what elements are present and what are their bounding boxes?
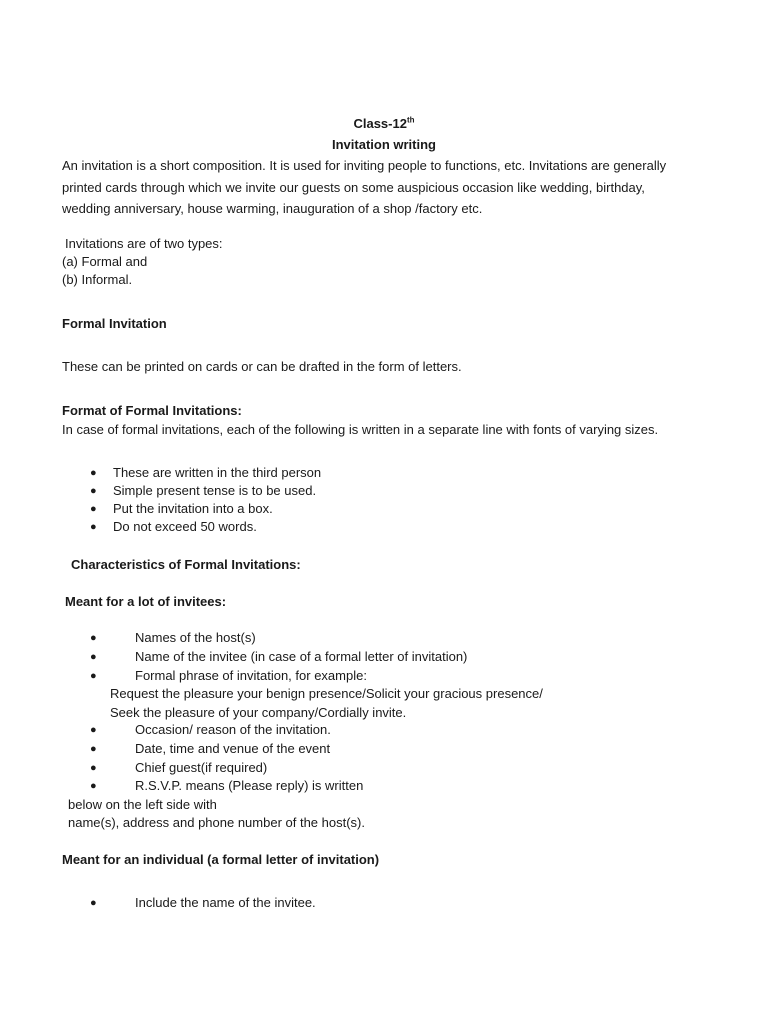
many-bullet-5: Date, time and venue of the event (135, 741, 331, 756)
bullet-icon: ● (90, 632, 97, 644)
intro-line-1: An invitation is a short composition. It is used for inviting people to functions, etc. Invitations are generally (62, 158, 667, 173)
bullet-icon: ● (90, 521, 97, 533)
bullet-icon: ● (90, 467, 97, 479)
format-bullet-1: These are written in the third person (113, 465, 322, 480)
bullet-icon: ● (90, 670, 97, 682)
bullet-icon: ● (90, 485, 97, 497)
bullet-icon: ● (90, 503, 97, 515)
page-title: Invitation writing (332, 137, 436, 152)
rsvp-cont-1: below on the left side with (68, 797, 217, 812)
intro-line-3: wedding anniversary, house warming, inauguration of a shop /factory etc. (62, 201, 483, 216)
many-bullet-1: Names of the host(s) (135, 630, 256, 645)
format-bullet-2: Simple present tense is to be used. (113, 483, 317, 498)
many-bullet-4: Occasion/ reason of the invitation. (135, 722, 331, 737)
individual-heading: Meant for an individual (a formal letter of invitation) (62, 852, 380, 867)
bullet-icon: ● (90, 724, 97, 736)
format-desc: In case of formal invitations, each of the following is written in a separate line with fonts of varying sizes. (62, 422, 659, 437)
class-label: Class-12th (353, 115, 415, 131)
format-heading: Format of Formal Invitations: (62, 403, 242, 418)
many-heading: Meant for a lot of invitees: (65, 594, 227, 609)
types-heading: Invitations are of two types: (65, 236, 223, 251)
rsvp-cont-2: name(s), address and phone number of the host(s). (68, 815, 365, 830)
intro-line-2: printed cards through which we invite our guests on some auspicious occasion like wedding, birthday, (62, 180, 645, 195)
many-bullet-7: R.S.V.P. means (Please reply) is written (135, 778, 364, 793)
type-b: (b) Informal. (62, 272, 133, 287)
bullet-icon: ● (90, 743, 97, 755)
formal-desc: These can be printed on cards or can be drafted in the form of letters. (62, 359, 462, 374)
bullet-icon: ● (90, 762, 97, 774)
many-bullet-2: Name of the invitee (in case of a formal letter of invitation) (135, 649, 468, 664)
formal-heading: Formal Invitation (62, 316, 167, 331)
many-bullet-6: Chief guest(if required) (135, 760, 268, 775)
many-bullet-3: Formal phrase of invitation, for example: (135, 668, 367, 683)
class-superscript: th (406, 115, 415, 125)
format-bullet-4: Do not exceed 50 words. (113, 519, 257, 534)
bullet-icon: ● (90, 651, 97, 663)
individual-bullet-1: Include the name of the invitee. (135, 895, 316, 910)
type-a: (a) Formal and (62, 254, 148, 269)
characteristics-heading: Characteristics of Formal Invitations: (71, 557, 301, 572)
bullet-icon: ● (90, 780, 97, 792)
phrase-line-1: Request the pleasure your benign presence/Solicit your gracious presence/ (110, 686, 543, 701)
format-bullet-3: Put the invitation into a box. (113, 501, 273, 516)
phrase-line-2: Seek the pleasure of your company/Cordially invite. (110, 705, 407, 720)
bullet-icon: ● (90, 897, 97, 909)
